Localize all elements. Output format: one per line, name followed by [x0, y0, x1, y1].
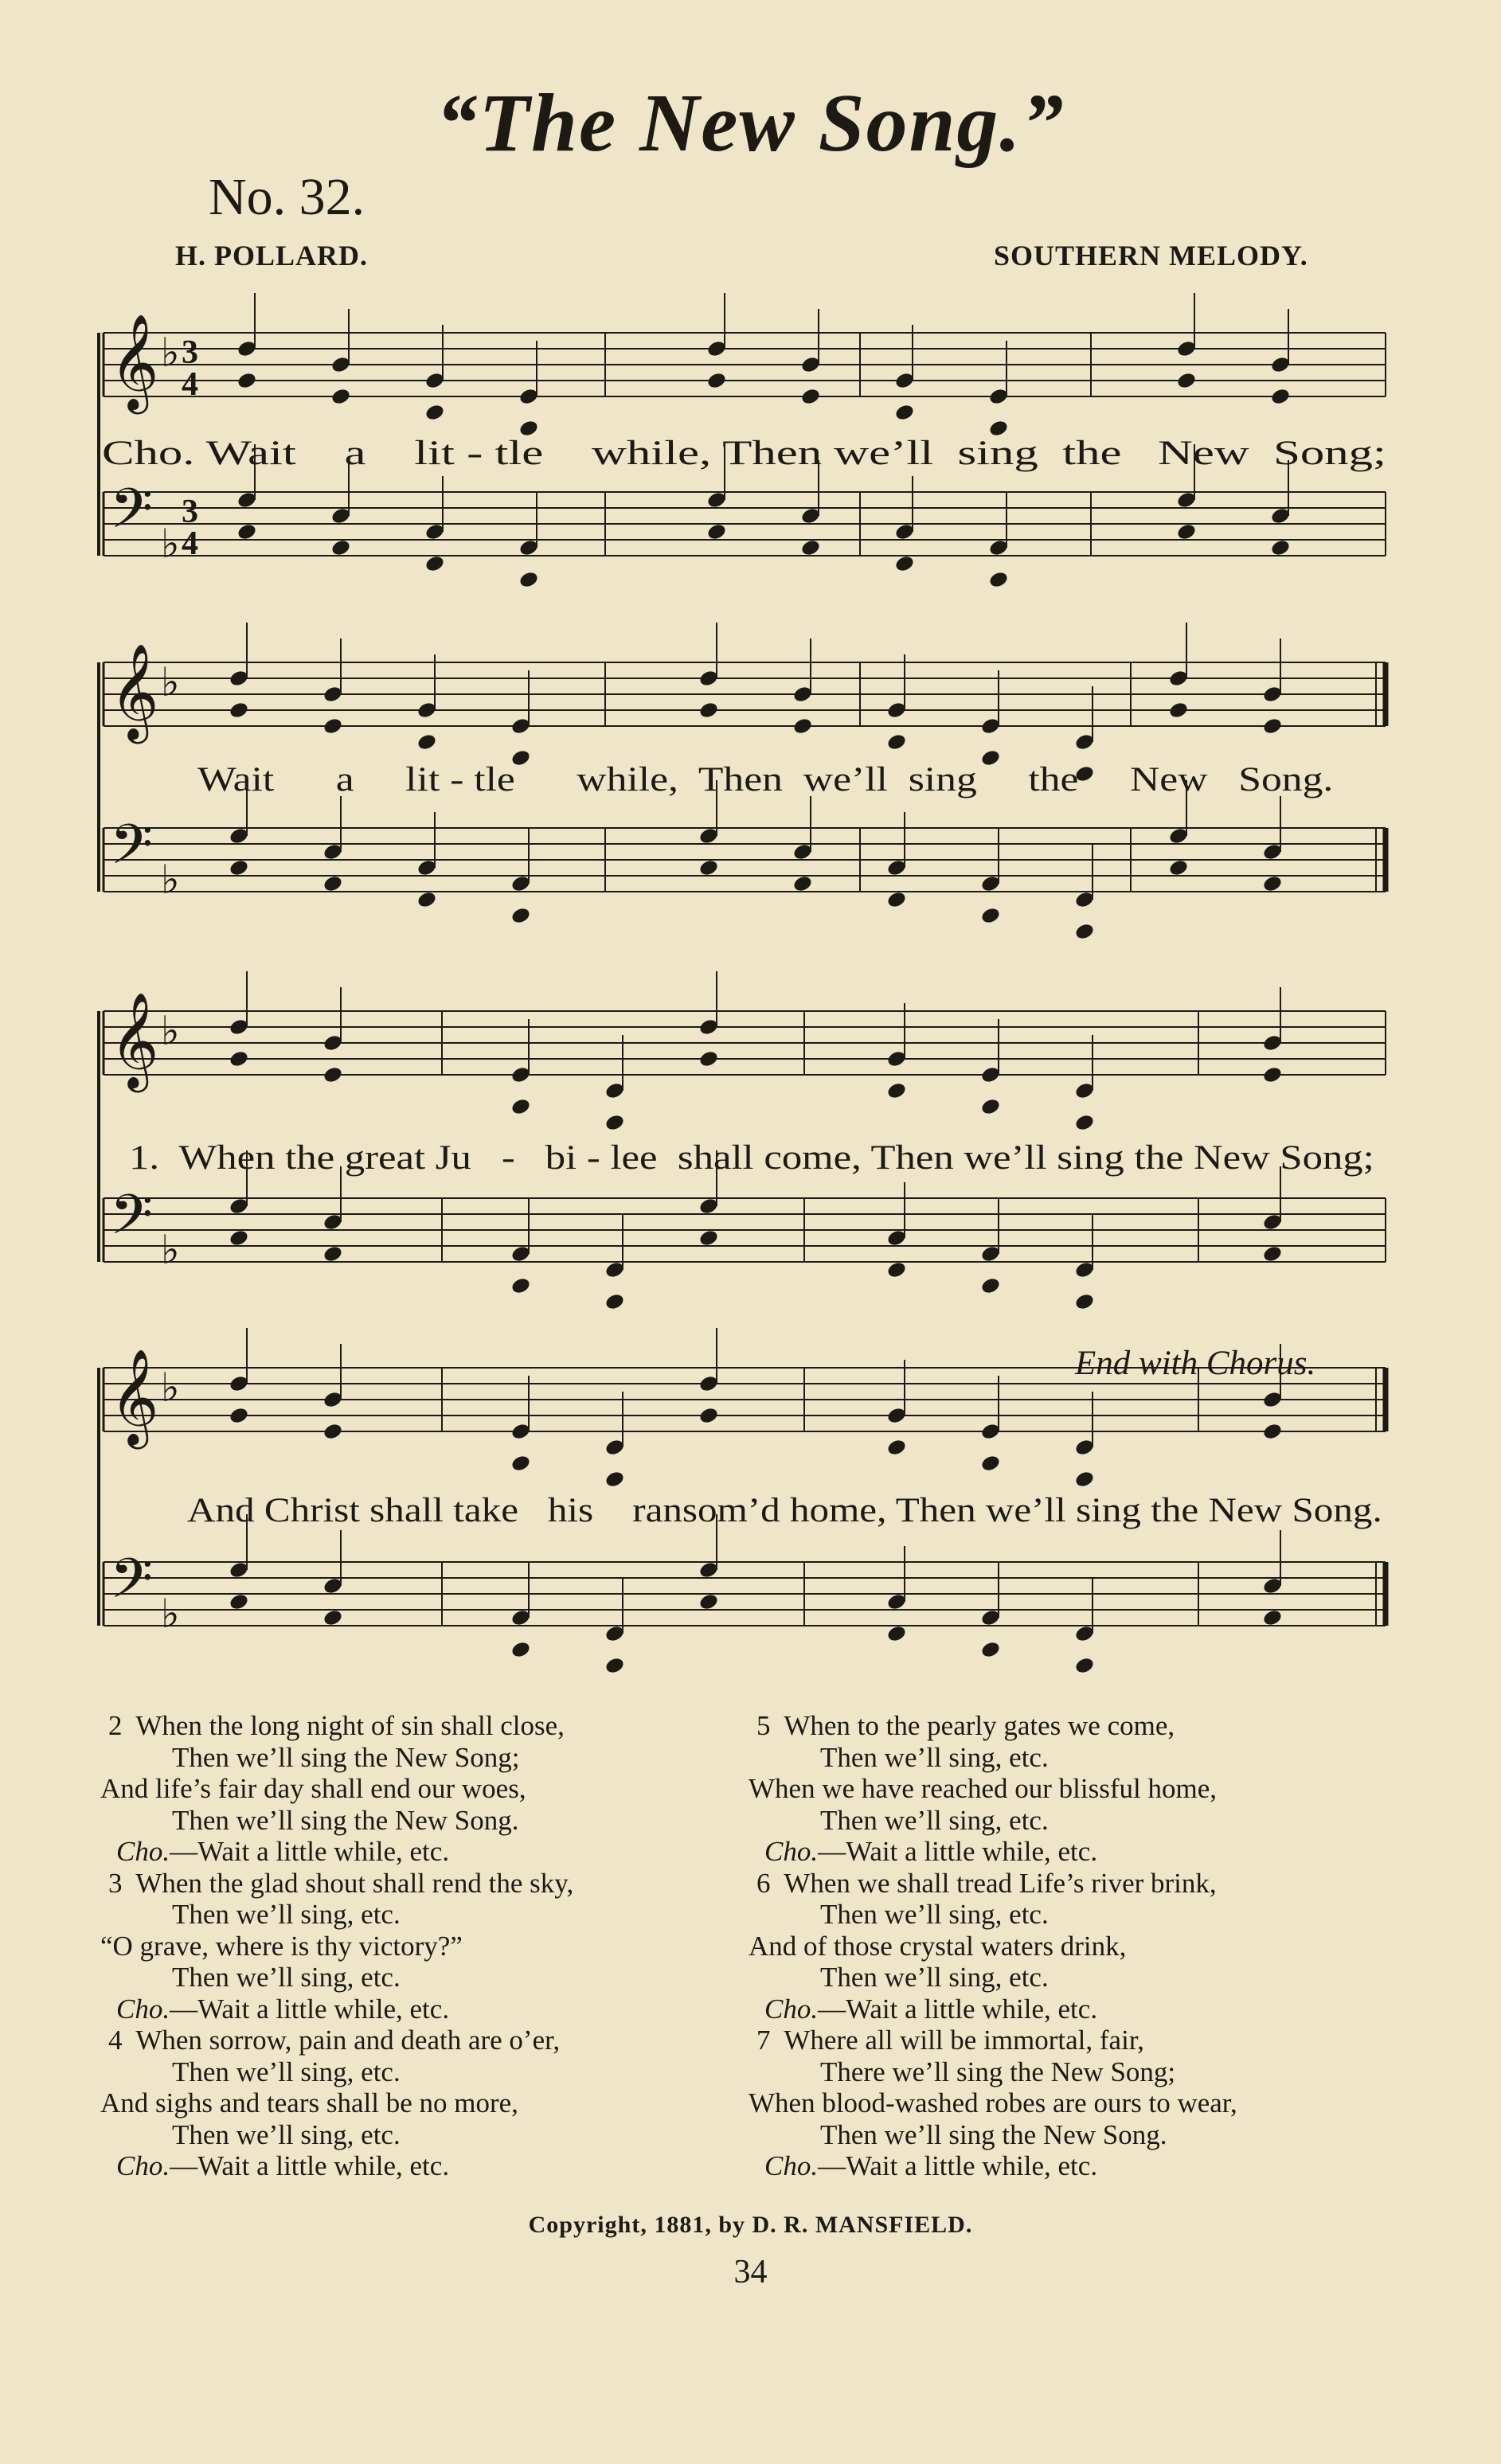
verse-line	[749, 1836, 1401, 1868]
refrain-label: Cho.	[764, 2150, 819, 2181]
note-head	[1262, 1422, 1284, 1441]
refrain-text: —Wait a little while, etc.	[170, 2150, 450, 2181]
verse-line: 2 When the long night of sin shall close,	[108, 1710, 565, 1741]
note-head	[510, 1454, 532, 1473]
time-signature-bottom: 4	[182, 525, 198, 562]
note-head	[1262, 874, 1284, 893]
note-head	[698, 858, 720, 877]
note-head	[510, 1097, 532, 1116]
note-head	[886, 732, 908, 752]
flat-key-signature: ♭	[161, 521, 180, 567]
refrain-text: —Wait a little while, etc.	[818, 1836, 1098, 1867]
time-signature-top: 3	[182, 334, 198, 371]
verse-line	[100, 1993, 721, 2025]
note-head	[800, 538, 822, 557]
bass-clef: 𝄢	[110, 1182, 154, 1260]
note-head	[1176, 522, 1198, 541]
lyric-line-chorus-1: Cho. Wait a lit - tle while, Then we’ll sing the New Song;	[102, 435, 1386, 472]
note-head	[236, 522, 258, 541]
verse-line: Then we’ll sing the New Song.	[820, 2118, 1167, 2150]
verse-line	[100, 1836, 721, 1868]
verse-line: And of those crystal waters drink,	[749, 1930, 1127, 1962]
verse-line: Then we’ll sing, etc.	[172, 2118, 401, 2150]
verse-line: Then we’ll sing the New Song.	[172, 1804, 519, 1836]
note-head	[416, 732, 438, 752]
note-head	[1074, 1470, 1096, 1489]
note-head	[322, 1065, 344, 1084]
note-head	[322, 1422, 344, 1441]
flat-key-signature: ♭	[161, 1591, 180, 1637]
flat-key-signature: ♭	[161, 1365, 180, 1411]
note-head	[1074, 1656, 1096, 1675]
refrain-text: —Wait a little while, etc.	[818, 1993, 1098, 2025]
verse-line: Then we’ll sing, etc.	[820, 1962, 1049, 1993]
note-head	[1262, 1608, 1284, 1627]
composer-credit: SOUTHERN MELODY.	[994, 240, 1308, 271]
bass-clef: 𝄢	[110, 1546, 154, 1624]
verse-line: And life’s fair day shall end our woes,	[100, 1773, 526, 1804]
verse-line	[749, 1993, 1401, 2025]
note-head	[886, 1438, 908, 1457]
refrain-label: Cho.	[116, 1836, 170, 1867]
hymn-number: No. 32.	[209, 168, 365, 226]
lyric-line-verse-1: 1. When the great Ju - bi - lee shall come, Then we’ll sing the New Song;	[129, 1139, 1374, 1177]
note-head	[510, 906, 532, 925]
note-head	[980, 1097, 1002, 1116]
verse-line	[100, 2150, 721, 2182]
note-head	[1270, 538, 1292, 557]
page-number: 34	[733, 2254, 768, 2290]
note-head	[1074, 922, 1096, 941]
verses-right-column	[749, 1710, 1401, 2182]
note-head	[800, 387, 822, 406]
note-head	[894, 403, 916, 422]
note-head	[604, 1113, 626, 1132]
note-head	[1074, 1292, 1096, 1311]
note-head	[706, 371, 728, 390]
note-head	[518, 570, 540, 589]
refrain-label: Cho.	[116, 1993, 170, 2025]
treble-clef: 𝄞	[110, 642, 159, 740]
note-head	[886, 1260, 908, 1279]
note-head	[322, 717, 344, 736]
note-head	[698, 1228, 720, 1248]
note-head	[604, 1470, 626, 1489]
note-head	[322, 1608, 344, 1627]
note-head	[698, 1406, 720, 1425]
time-signature-bottom: 4	[182, 366, 198, 403]
verse-line: 4 When sorrow, pain and death are o’er,	[108, 2025, 561, 2056]
verse-line: And sighs and tears shall be no more,	[100, 2087, 518, 2118]
note-head	[980, 1454, 1002, 1473]
flat-key-signature: ♭	[161, 659, 180, 705]
verse-line: Then we’ll sing, etc.	[172, 1899, 401, 1930]
note-head	[980, 1276, 1002, 1295]
lyric-line-chorus-2: Wait a lit - tle while, Then we’ll sing the New Song.	[197, 761, 1334, 799]
flat-key-signature: ♭	[161, 330, 180, 376]
note-head	[980, 906, 1002, 925]
verse-line: Then we’ll sing the New Song;	[172, 1741, 520, 1773]
note-head	[236, 371, 258, 390]
note-head	[1074, 1113, 1096, 1132]
note-head	[424, 403, 446, 422]
verse-line: When blood-washed robes are ours to wear,	[749, 2087, 1237, 2118]
note-head	[229, 1592, 250, 1611]
note-head	[980, 1640, 1002, 1659]
verse-line: Then we’ll sing, etc.	[172, 2056, 401, 2087]
verse-line: Then we’ll sing, etc.	[172, 1962, 401, 1993]
hymn-title: “The New Song.”	[436, 77, 1065, 169]
verse-line: Then we’ll sing, etc.	[820, 1899, 1049, 1930]
note-head	[792, 874, 814, 893]
time-signature-top: 3	[182, 494, 198, 530]
note-head	[698, 1049, 720, 1068]
note-head	[229, 858, 250, 877]
verse-line: There we’ll sing the New Song;	[820, 2056, 1176, 2087]
verse-line: Then we’ll sing, etc.	[820, 1741, 1049, 1773]
note-head	[322, 874, 344, 893]
verse-line: 7 Where all will be immortal, fair,	[756, 2025, 1144, 2056]
note-head	[1176, 371, 1198, 390]
refrain-label: Cho.	[764, 1836, 819, 1867]
note-head	[510, 1640, 532, 1659]
bass-clef: 𝄢	[110, 812, 154, 890]
verse-line: 5 When to the pearly gates we come,	[756, 1710, 1175, 1741]
refrain-label: Cho.	[116, 2150, 170, 2181]
note-head	[330, 387, 352, 406]
note-head	[330, 538, 352, 557]
note-head	[1262, 1065, 1284, 1084]
copyright-notice: Copyright, 1881, by D. R. MANSFIELD.	[528, 2212, 973, 2238]
note-head	[416, 890, 438, 909]
verse-line: Then we’ll sing, etc.	[820, 1804, 1049, 1836]
note-head	[1262, 717, 1284, 736]
flat-key-signature: ♭	[161, 1008, 180, 1054]
author-credit: H. POLLARD.	[175, 240, 369, 271]
refrain-text: —Wait a little while, etc.	[170, 1993, 450, 2025]
verse-line	[749, 2150, 1401, 2182]
end-with-chorus-direction: End with Chorus.	[1075, 1345, 1316, 1382]
verse-line: When we have reached our blissful home,	[749, 1773, 1217, 1804]
bass-clef: 𝄢	[110, 476, 154, 554]
note-head	[988, 570, 1010, 589]
note-head	[229, 1049, 250, 1068]
note-head	[886, 1081, 908, 1100]
verse-line: 3 When the glad shout shall rend the sky,	[108, 1867, 574, 1899]
flat-key-signature: ♭	[161, 857, 180, 903]
note-head	[322, 1244, 344, 1263]
note-head	[1168, 701, 1190, 720]
note-head	[706, 522, 728, 541]
note-head	[886, 890, 908, 909]
verse-line: “O grave, where is thy victory?”	[100, 1930, 463, 1962]
note-head	[1262, 1244, 1284, 1263]
refrain-text: —Wait a little while, etc.	[818, 2150, 1098, 2181]
refrain-text: —Wait a little while, etc.	[170, 1836, 450, 1867]
note-head	[424, 554, 446, 573]
note-head	[698, 1592, 720, 1611]
note-head	[229, 1228, 250, 1248]
note-head	[604, 1656, 626, 1675]
verses-left-column	[100, 1710, 721, 2182]
note-head	[604, 1292, 626, 1311]
treble-clef: 𝄞	[110, 313, 159, 410]
verse-line: 6 When we shall tread Life’s river brink,	[756, 1867, 1217, 1899]
note-head	[698, 701, 720, 720]
note-head	[894, 554, 916, 573]
note-head	[886, 1624, 908, 1643]
note-head	[229, 1406, 250, 1425]
note-head	[510, 1276, 532, 1295]
note-head	[792, 717, 814, 736]
note-head	[229, 701, 250, 720]
lyric-line-verse-2: And Christ shall take his ransom’d home, Then we’ll sing the New Song.	[187, 1492, 1382, 1529]
refrain-label: Cho.	[764, 1993, 819, 2025]
treble-clef: 𝄞	[110, 991, 159, 1088]
note-head	[1168, 858, 1190, 877]
note-head	[1270, 387, 1292, 406]
treble-clef: 𝄞	[110, 1348, 159, 1445]
flat-key-signature: ♭	[161, 1227, 180, 1273]
